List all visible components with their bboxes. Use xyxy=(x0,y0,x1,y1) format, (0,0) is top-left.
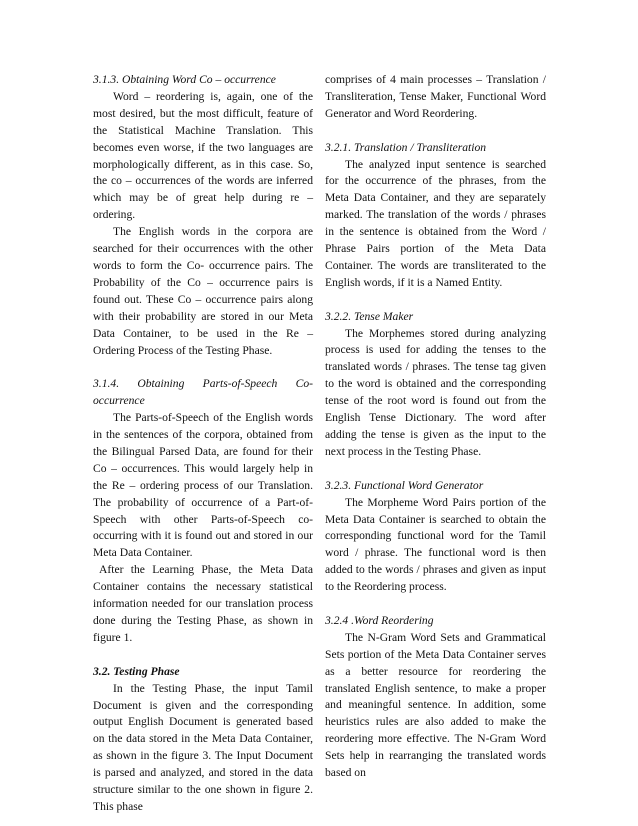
heading-3-2-1: 3.2.1. Translation / Transliteration xyxy=(325,140,487,154)
heading-3-1-3: 3.1.3. Obtaining Word Co – occurrence xyxy=(93,73,276,86)
paragraph: Word – reordering is, again, one of the most desired, but the most difficult, feature of the Statistical Machine Translation. This becomes even worse, if the two languages are morphologically different, as in this case. So, the co – occurrences of the words are inferred which may be of great help during re – ordering. xyxy=(93,89,313,222)
paragraph: The Parts-of-Speech of the English words in the sentences of the corpora, obtained from the Bilingual Parsed Data, are found for their Co – occurrences. This would largely help in the Re – ordering process of our Translation. The probability of occurrence of a Part-of-Speech with other Parts-of-Speech co-occurring with it is found out and stored in our Meta Data Container. xyxy=(93,411,313,560)
paragraph: After the Learning Phase, the Meta Data Container contains the necessary statistical information needed for our translation process done during the Testing Phase, as shown in figure 1. xyxy=(93,563,313,644)
spacer xyxy=(325,292,546,309)
heading-3-2-4: 3.2.4 .Word Reordering xyxy=(325,613,434,627)
heading-3-1-4: 3.1.4. Obtaining Parts-of-Speech Co-occurrence xyxy=(93,377,313,408)
paragraph-continued: comprises of 4 main processes – Translation / Transliteration, Tense Maker, Functional Word Generator and Word Reordering. xyxy=(325,73,546,120)
heading-3-2-3: 3.2.3. Functional Word Generator xyxy=(325,478,484,492)
paragraph: The N-Gram Word Sets and Grammatical Sets portion of the Meta Data Container serves as a better resource for reordering the translated English sentence, to make a proper and meaningful sentence. In addition, some heuristics rules are also added to make the reordering more effective. The N-Gram Word Sets help in rearranging the translated words based on xyxy=(325,630,546,780)
right-column xyxy=(325,72,546,782)
paragraph: The Morphemes stored during analyzing process is used for adding the tenses to the translated words / phrases. The tense tag given to the word is obtained and the corresponding tense of the root word is found out from the English Tense Dictionary. The word after adding the tense is given as the input to the next process in the Testing Phase. xyxy=(325,326,546,458)
spacer xyxy=(93,359,313,376)
spacer xyxy=(325,123,546,140)
heading-3-2: 3.2. Testing Phase xyxy=(93,664,180,678)
heading-3-2-2: 3.2.2. Tense Maker xyxy=(325,309,414,323)
paragraph: The analyzed input sentence is searched for the occurrence of the phrases, from the Meta Data Container, and they are separately marked. The translation of the words / phrases in the sentence is obtained from the Word / Phrase Pairs portion of the Meta Data Container. The words are transliterated to the English words, if it is a Named Entity. xyxy=(325,157,546,289)
paragraph: In the Testing Phase, the input Tamil Document is given and the corresponding output English Document is generated based on the data stored in the Meta Data Container, as shown in the figure 3. The Input Document is parsed and analyzed, and stored in the data structure similar to the one shown in figure 2. This phase xyxy=(93,681,313,813)
paragraph: The English words in the corpora are searched for their occurrences with the other words to form the Co- occurrence pairs. The Probability of the Co – occurrence pairs is found out. These Co – occurrence pairs along with their probability are stored in our Meta Data Container, to be used in the Re – Ordering Process of the Testing Phase. xyxy=(93,225,313,357)
spacer xyxy=(325,596,546,613)
paragraph: The Morpheme Word Pairs portion of the Meta Data Container is searched to obtain the corresponding functional word for the Tamil word / phrase. The functional word is then added to the words / phrases and given as input to the Reordering process. xyxy=(325,495,546,594)
left-column xyxy=(93,72,313,816)
spacer xyxy=(93,647,313,664)
spacer xyxy=(325,461,546,478)
